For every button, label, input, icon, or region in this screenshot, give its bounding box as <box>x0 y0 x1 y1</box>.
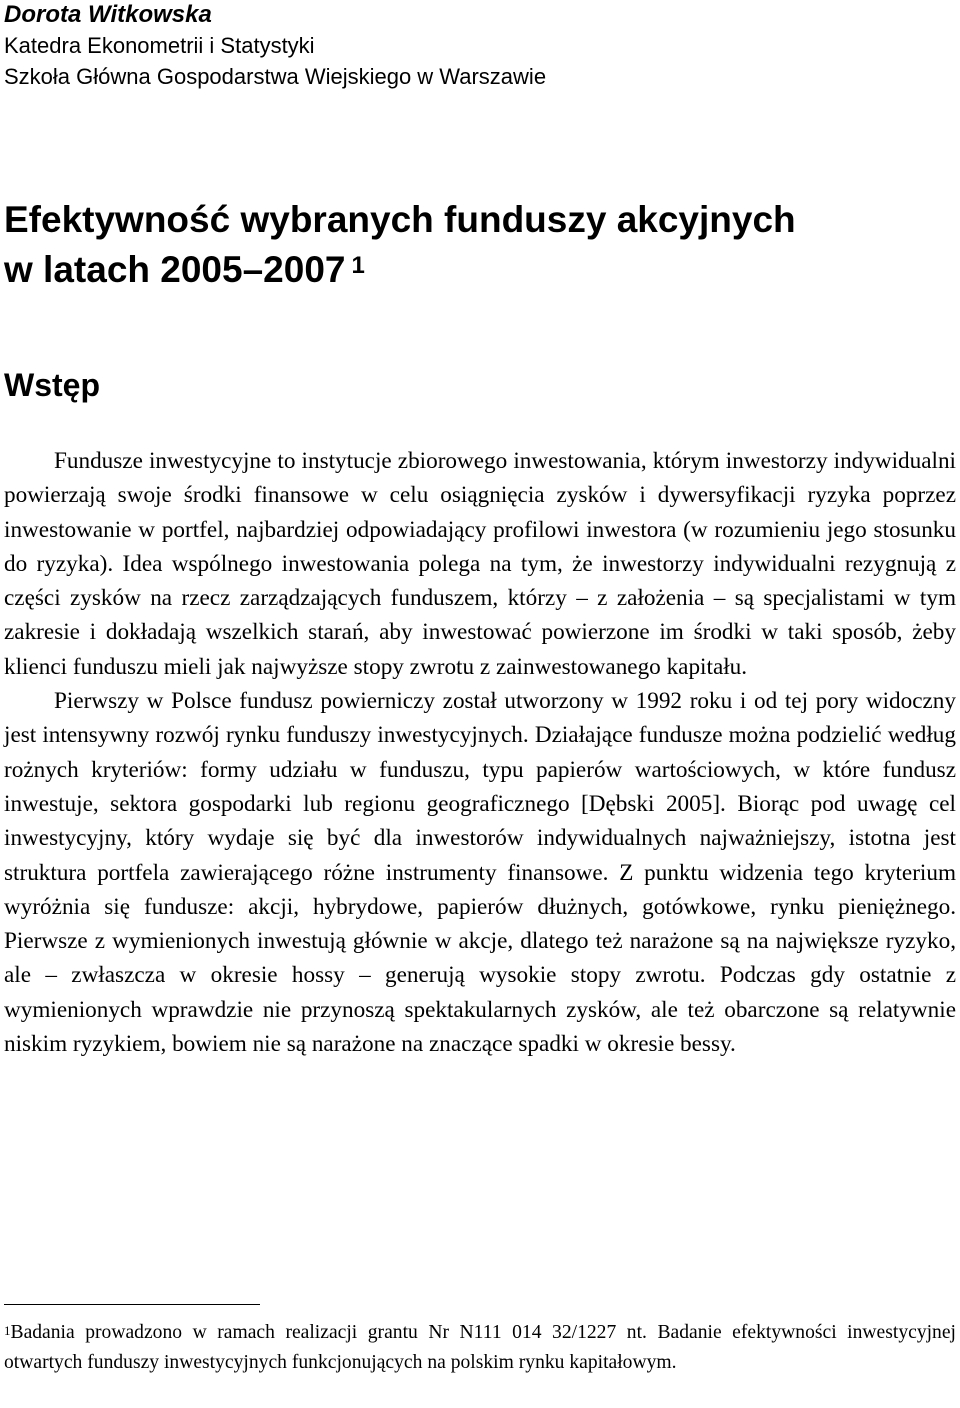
paragraph-2: Pierwszy w Polsce fundusz powierniczy został utworzony w 1992 roku i od tej pory widoczny jest intensywny rozwój rynku funduszy inwestycyjnych. Działające fundusze można podzielić według rożnych kryteriów: formy udziału w funduszu, typu papierów wartościowych, w które fundusz inwestuje, sektora gospodarki lub regionu geograficznego [Dębski 2005]. Biorąc pod uwagę cel inwestycyjny, który wydaje się być dla inwestorów indywidualnych najważniejszy, istotna jest struktura portfela zawierającego różne instrumenty finansowe. Z punktu widzenia tego kryterium wyróżnia się fundusze: akcji, hybrydowe, papierów dłużnych, gotówkowe, rynku pieniężnego. Pierwsze z wymienionych inwestują głównie w akcje, dlatego też narażone są na największe ryzyko, ale – zwłaszcza w okresie hossy – generują wysokie stopy zwrotu. Podczas gdy ostatnie z wymienionych wprawdzie nie przynoszą spektakularnych zysków, ale też obarczone są relatywnie niskim ryzykiem, bowiem nie są narażone na znaczące spadki w okresie bessy. <box>4 688 956 1058</box>
author-department: Katedra Ekonometrii i Statystyki <box>4 33 315 58</box>
title-footnote-mark[interactable]: 1 <box>351 252 365 279</box>
paper-title-line2: w latach 2005–2007 <box>4 249 346 290</box>
author-name: Dorota Witkowska <box>4 1 212 28</box>
section-heading: Wstęp <box>4 367 100 403</box>
footnote-text: Badania prowadzono w ramach realizacji grantu Nr N111 014 32/1227 nt. Badanie efektywności inwestycyjnej otwartych funduszy inwestycyjnych funkcjonujących na polskim rynku kapitałowym. <box>4 1322 956 1373</box>
paper-page <box>4 0 956 1408</box>
footnote-separator <box>4 1304 260 1305</box>
paragraph-1: Fundusze inwestycyjne to instytucje zbiorowego inwestowania, którym inwestorzy indywidualni powierzają swoje środki finansowe w celu osiągnięcia zysków i dywersyfikacji ryzyka poprzez inwestowanie w portfel, najbardziej odpowiadający profilowi inwestora (w rozumieniu jego stosunku do ryzyka). Idea wspólnego inwestowania polega na tym, że inwestorzy indywidualni rezygnują z części zysków na rzecz zarządzających funduszem, którzy – z założenia – są specjalistami w tym zakresie i dokładają wszelkich starań, aby inwestować powierzone im środki w taki sposób, żeby klienci funduszu mieli jak najwyższe stopy zwrotu z zainwestowanego kapitału. <box>4 448 956 680</box>
footnote <box>4 1318 956 1378</box>
author-university: Szkoła Główna Gospodarstwa Wiejskiego w Warszawie <box>4 64 547 89</box>
paper-title-line1: Efektywność wybranych funduszy akcyjnych <box>4 199 796 240</box>
paper-title <box>4 195 956 295</box>
body-text <box>4 444 956 1061</box>
footnote-mark: 1 <box>4 1323 11 1338</box>
